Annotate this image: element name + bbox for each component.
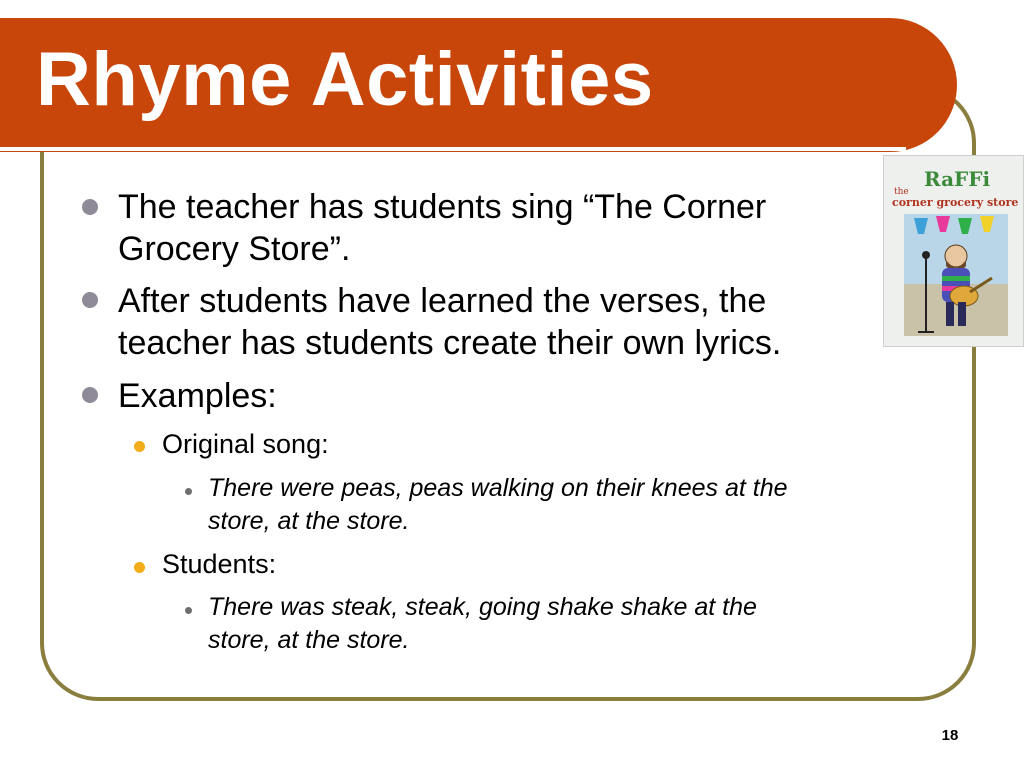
- bullet-text: After students have learned the verses, the: [118, 282, 767, 320]
- album-title-small: the: [894, 187, 909, 197]
- slide-title: Rhyme Activities: [36, 37, 654, 122]
- sub-bullet-dot: [134, 562, 145, 573]
- bullet-text: The teacher has students sing “The Corner: [118, 188, 767, 226]
- slide-number: 18: [941, 727, 959, 744]
- sub-sub-bullet-dot: [185, 607, 192, 614]
- lyric-text: store, at the store.: [208, 507, 410, 535]
- album-title: corner grocery store: [892, 196, 1019, 209]
- sub-bullet-text: Original song:: [162, 429, 329, 459]
- sub-sub-bullet-dot: [185, 488, 192, 495]
- album-artist-logo: RaFFi: [924, 167, 991, 191]
- sub-bullet-dot: [134, 441, 145, 452]
- bullet-text: Examples:: [118, 377, 277, 415]
- sub-bullet-text: Students:: [162, 549, 277, 579]
- lyric-text: There was steak, steak, going shake shake at the: [208, 593, 757, 621]
- bullet-dot: [82, 199, 98, 215]
- lyric-text: There were peas, peas walking on their knees at the: [208, 474, 788, 502]
- bullet-text: teacher has students create their own lyrics.: [118, 324, 782, 362]
- lyric-text: store, at the store.: [208, 626, 410, 654]
- bullet-dot: [82, 387, 98, 403]
- bullet-dot: [82, 292, 98, 308]
- bullet-text: Grocery Store”.: [118, 230, 351, 268]
- album-cover-image: [883, 155, 1024, 347]
